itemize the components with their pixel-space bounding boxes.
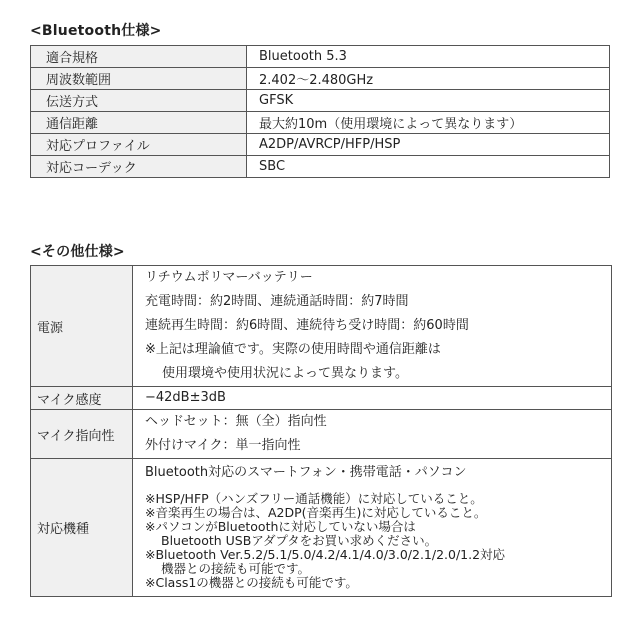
bluetooth-spec-table <box>30 45 610 178</box>
table-row <box>31 266 612 387</box>
other-spec-table <box>30 265 612 597</box>
table-row <box>31 112 610 134</box>
mic-sensitivity-label: マイク感度 <box>31 387 133 410</box>
devices-note: 機器との接続も可能です。 <box>161 561 311 576</box>
spec-label: 伝送方式 <box>31 90 247 112</box>
spec-value: SBC <box>247 156 610 178</box>
power-line: 使用環境や使用状況によって異なります。 <box>162 366 408 381</box>
spec-label: 通信距離 <box>31 112 247 134</box>
spec-value: Bluetooth 5.3 <box>247 46 610 68</box>
mic-sensitivity-text: −42dB±3dB <box>145 390 226 405</box>
table-row <box>31 46 610 68</box>
mic-directivity-line: ヘッドセット：無（全）指向性 <box>145 414 327 429</box>
devices-note: ※HSP/HFP（ハンズフリー通話機能）に対応していること。 <box>145 491 483 506</box>
devices-note: Bluetooth USBアダプタをお買い求めください。 <box>161 533 438 548</box>
devices-label: 対応機種 <box>31 459 133 597</box>
mic-directivity-value <box>133 410 612 459</box>
power-label: 電源 <box>31 266 133 387</box>
devices-value <box>133 459 612 597</box>
devices-note: ※Bluetooth Ver.5.2/5.1/5.0/4.2/4.1/4.0/3.0/2.1/2.0/1.2対応 <box>145 547 506 562</box>
table-row <box>31 68 610 90</box>
spec-label: 対応コーデック <box>31 156 247 178</box>
table-row <box>31 459 612 597</box>
devices-line: Bluetooth対応のスマートフォン・携帯電話・パソコン <box>145 465 467 480</box>
spec-label: 適合規格 <box>31 46 247 68</box>
devices-note: ※パソコンがBluetoothに対応していない場合は <box>145 519 416 534</box>
spec-value: GFSK <box>247 90 610 112</box>
bluetooth-spec-heading: <Bluetooth仕様> <box>30 23 162 39</box>
devices-note: ※Class1の機器との接続も可能です。 <box>145 575 358 590</box>
spec-value: 最大約10m（使用環境によって異なります） <box>247 112 610 134</box>
table-row <box>31 387 612 410</box>
mic-directivity-line: 外付けマイク：単一指向性 <box>145 438 301 453</box>
spec-label: 周波数範囲 <box>31 68 247 90</box>
power-line: リチウムポリマーバッテリー <box>145 270 313 285</box>
table-row <box>31 156 610 178</box>
spec-label: 対応プロファイル <box>31 134 247 156</box>
mic-directivity-label: マイク指向性 <box>31 410 133 459</box>
spec-value: 2.402～2.480GHz <box>247 68 610 90</box>
table-row <box>31 410 612 459</box>
table-row <box>31 134 610 156</box>
power-line: ※上記は理論値です。実際の使用時間や通信距離は <box>145 342 441 357</box>
spec-value: A2DP/AVRCP/HFP/HSP <box>247 134 610 156</box>
power-line: 充電時間：約2時間、連続通話時間：約7時間 <box>145 294 409 309</box>
power-line: 連続再生時間：約6時間、連続待ち受け時間：約60時間 <box>145 318 469 333</box>
mic-sensitivity-value <box>133 387 612 410</box>
other-spec-heading: <その他仕様> <box>30 244 125 260</box>
table-row <box>31 90 610 112</box>
devices-note: ※音楽再生の場合は、A2DP(音楽再生)に対応していること。 <box>145 505 487 520</box>
power-value <box>133 266 612 387</box>
